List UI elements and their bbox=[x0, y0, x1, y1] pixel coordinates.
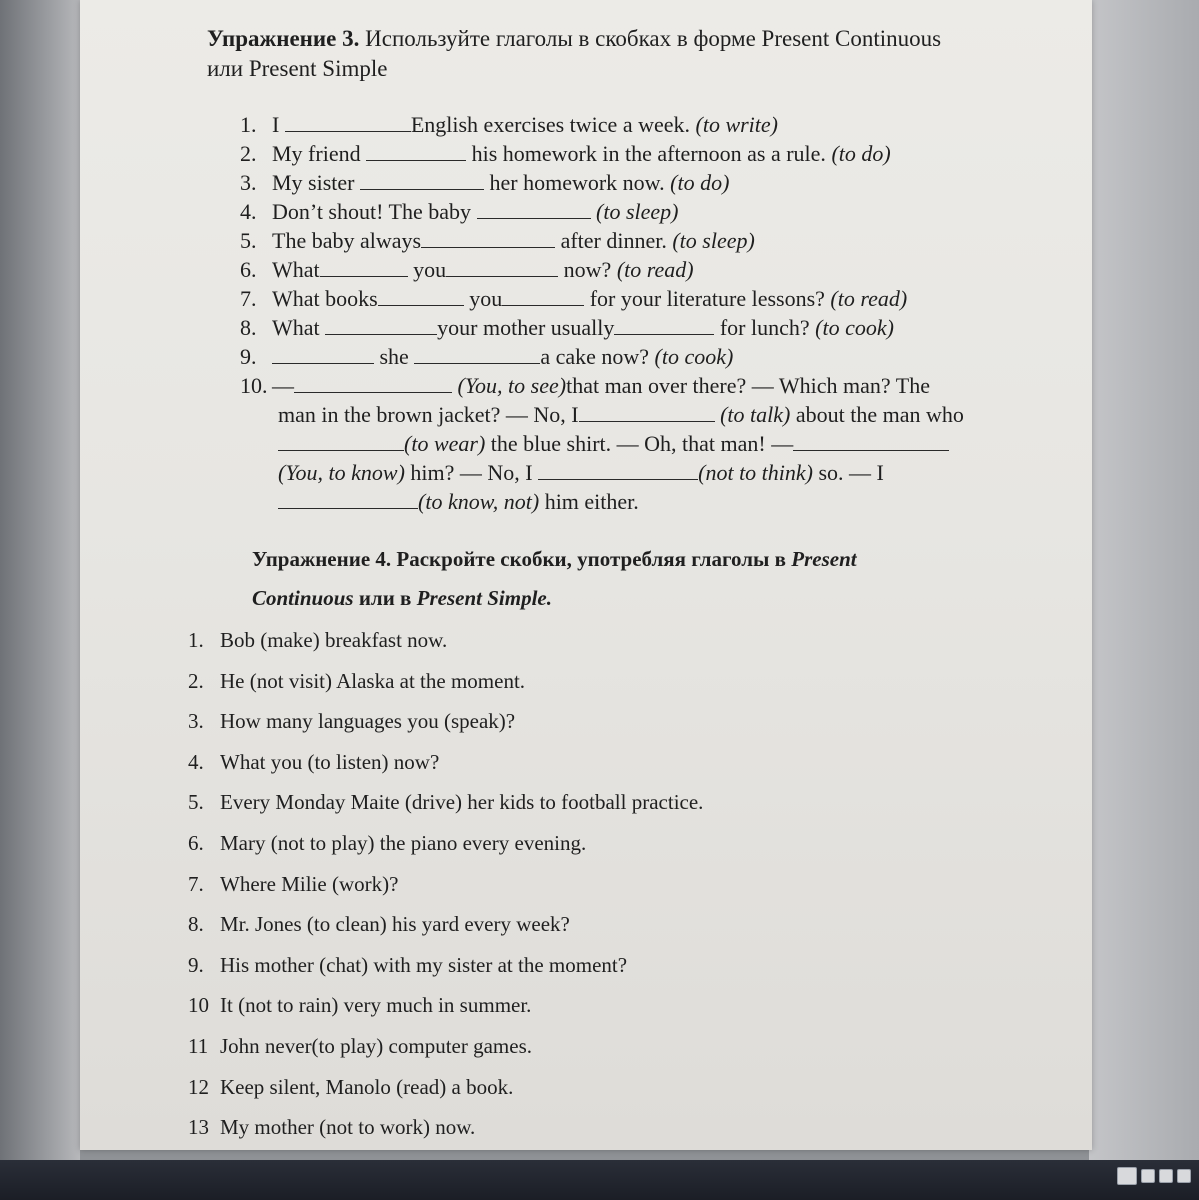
notification-icon[interactable] bbox=[1177, 1169, 1191, 1183]
exercise4-title: Упражнение 4. Раскройте скобки, употребляя глаголы в Present Continuous или в Present Simple. bbox=[252, 547, 857, 610]
list-item: 7. Where Milie (work)? bbox=[188, 871, 399, 896]
list-item-continuation: man in the brown jacket? — No, I (to talk) about the man who bbox=[278, 402, 964, 427]
answer-blank[interactable] bbox=[502, 285, 584, 306]
answer-blank[interactable] bbox=[477, 198, 591, 219]
list-item-continuation: (to wear) the blue shirt. — Oh, that man! — bbox=[240, 429, 1040, 458]
list-item: 3. My sister her homework now. (to do) bbox=[240, 170, 730, 195]
answer-blank[interactable] bbox=[378, 285, 464, 306]
answer-blank[interactable] bbox=[325, 314, 437, 335]
list-item: 1. Bob (make) breakfast now. bbox=[188, 628, 448, 652]
list-item: 5. The baby always after dinner. (to sleep) bbox=[240, 228, 755, 253]
exercise4-list bbox=[188, 620, 888, 1148]
list-item: 2. He (not visit) Alaska at the moment. bbox=[188, 668, 526, 693]
list-item: 3. How many languages you (speak)? bbox=[188, 709, 516, 734]
taskbar bbox=[0, 1160, 1199, 1200]
answer-blank[interactable] bbox=[294, 372, 452, 393]
answer-blank[interactable] bbox=[278, 488, 418, 509]
answer-blank[interactable] bbox=[538, 459, 698, 480]
volume-icon[interactable] bbox=[1159, 1169, 1173, 1183]
exercise3-title-bold: Упражнение 3. bbox=[207, 26, 360, 51]
exercise3-title-line2: или Present Simple bbox=[207, 56, 388, 81]
list-item: 2. My friend his homework in the afternoon as a rule. (to do) bbox=[240, 141, 891, 166]
list-item: 10. — (You, to see)that man over there? — Which man? The bbox=[240, 373, 930, 398]
answer-blank[interactable] bbox=[446, 256, 558, 277]
list-item: 7. What books you for your literature lessons? (to read) bbox=[240, 286, 908, 311]
list-item: 6. Mary (not to play) the piano every evening. bbox=[188, 830, 587, 855]
answer-blank[interactable] bbox=[285, 111, 411, 132]
list-item: 8. What your mother usually for lunch? (to cook) bbox=[240, 315, 894, 340]
answer-blank[interactable] bbox=[272, 343, 374, 364]
answer-blank[interactable] bbox=[366, 140, 466, 161]
list-item-continuation: (You, to know) him? — No, I (not to think) so. — I bbox=[278, 460, 884, 485]
answer-blank[interactable] bbox=[360, 169, 484, 190]
exercise3-title-rest: Используйте глаголы в скобках в форме Present Continuous bbox=[359, 26, 942, 51]
system-tray bbox=[1117, 1164, 1191, 1188]
background-right bbox=[1089, 0, 1199, 1160]
answer-blank[interactable] bbox=[614, 314, 714, 335]
answer-blank[interactable] bbox=[414, 343, 540, 364]
answer-blank[interactable] bbox=[421, 227, 555, 248]
list-item: 6. What you now? (to read) bbox=[240, 257, 694, 282]
list-item: 11 John never(to play) computer games. bbox=[188, 1033, 532, 1058]
list-item: 4. What you (to listen) now? bbox=[188, 749, 440, 774]
list-item: 9. she a cake now? (to cook) bbox=[240, 344, 734, 369]
list-item: 4. Don’t shout! The baby (to sleep) bbox=[240, 199, 679, 224]
list-item: 10 It (not to rain) very much in summer. bbox=[188, 993, 532, 1018]
list-item: 1. I English exercises twice a week. (to write) bbox=[240, 112, 778, 137]
list-item: 9. His mother (chat) with my sister at the moment? bbox=[188, 952, 628, 977]
answer-blank[interactable] bbox=[320, 256, 408, 277]
background-left bbox=[0, 0, 80, 1200]
list-item: 8. Mr. Jones (to clean) his yard every week? bbox=[188, 912, 570, 937]
answer-blank[interactable] bbox=[579, 401, 715, 422]
answer-blank[interactable] bbox=[793, 430, 949, 451]
list-item: 12 Keep silent, Manolo (read) a book. bbox=[188, 1074, 514, 1099]
list-item-continuation: (to know, not) him either. bbox=[240, 487, 1040, 516]
network-icon[interactable] bbox=[1141, 1169, 1155, 1183]
exercise3-list bbox=[240, 110, 1040, 516]
keyboard-icon[interactable] bbox=[1117, 1167, 1137, 1185]
exercise3-title bbox=[207, 24, 1037, 84]
answer-blank[interactable] bbox=[278, 430, 404, 451]
list-item: 13 My mother (not to work) now. bbox=[188, 1115, 476, 1140]
list-item: 5. Every Monday Maite (drive) her kids to football practice. bbox=[188, 790, 704, 815]
